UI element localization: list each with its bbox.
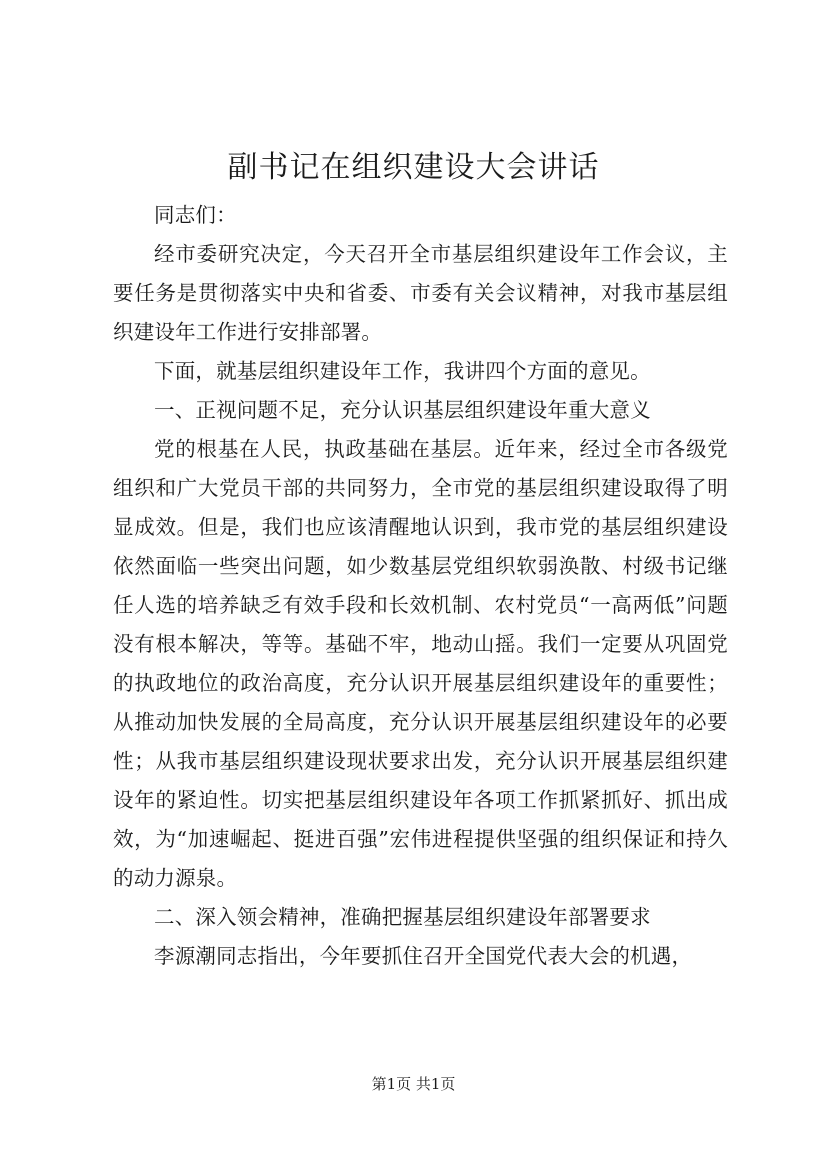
intro-paragraph: 经市委研究决定，今天召开全市基层组织建设年工作会议，主要任务是贯彻落实中央和省委、市委有关会议精神，对我市基层组织建设年工作进行安排部署。 [113, 242, 728, 344]
section-2-paragraph: 李源潮同志指出，今年要抓住召开全国党代表大会的机遇， [154, 944, 693, 968]
document-body [113, 196, 728, 976]
section-1-paragraph: 党的根基在人民，执政基础在基层。近年来，经过全市各级党组织和广大党员干部的共同努力，全市党的基层组织建设取得了明显成效。但是，我们也应该清醒地认识到，我市党的基层组织建设依然面临一些突出问题，如少数基层党组织软弱涣散、村级书记继任人选的培养缺乏有效手段和长效机制、农村党员“一高两低”问题没有根本解决，等等。基础不牢，地动山摇。我们一定要从巩固党的执政地位的政治高度，充分认识开展基层组织建设年的重要性；从推动加快发展的全局高度，充分认识开展基层组织建设年的必要性；从我市基层组织建设现状要求出发，充分认识开展基层组织建设年的紧迫性。切实把基层组织建设年各项工作抓紧抓好、抓出成效，为“加速崛起、挺进百强”宏伟进程提供坚强的组织保证和持久的动力源泉。 [113, 437, 728, 890]
outline-paragraph: 下面，就基层组织建设年工作，我讲四个方面的意见。 [154, 359, 651, 383]
document-title: 副书记在组织建设大会讲话 [227, 150, 600, 185]
section-heading-1: 一、正视问题不足，充分认识基层组织建设年重大意义 [154, 398, 651, 422]
page-number-footer: 第1页 共1页 [371, 1075, 456, 1093]
section-heading-2: 二、深入领会精神，准确把握基层组织建设年部署要求 [154, 905, 651, 929]
salutation-paragraph: 同志们： [154, 203, 237, 227]
